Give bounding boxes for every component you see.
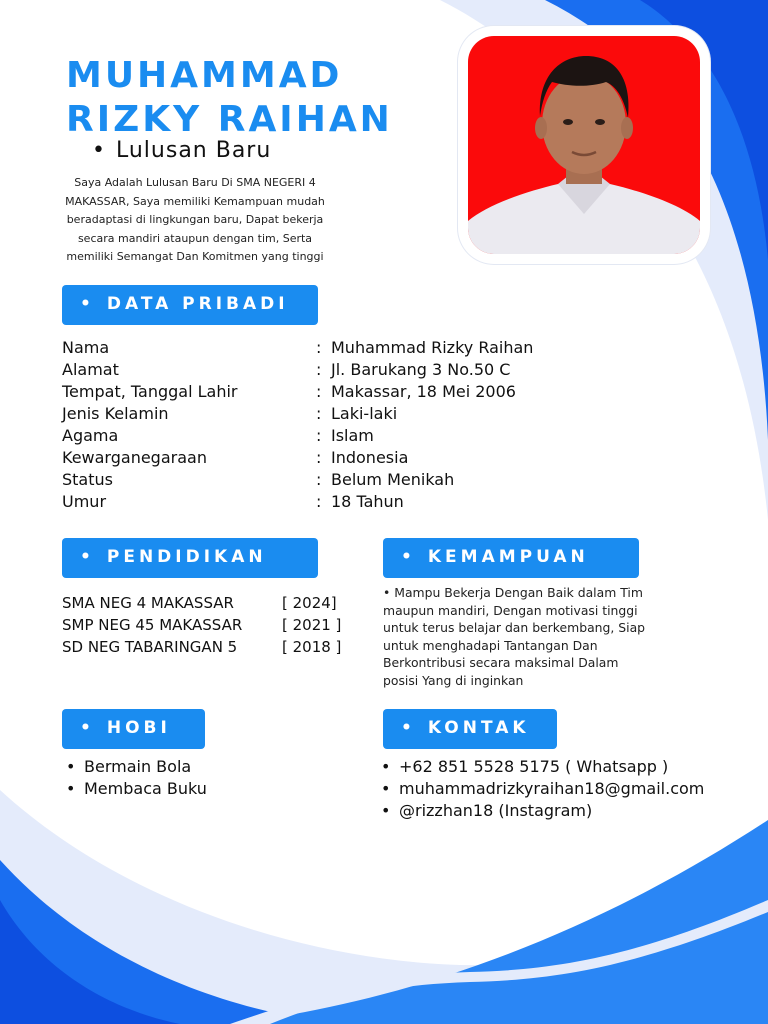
personal-label: Tempat, Tanggal Lahir	[62, 382, 238, 401]
name-line-1: MUHAMMAD	[66, 55, 343, 96]
personal-row	[62, 469, 662, 491]
section-header-kontak: • KONTAK	[383, 709, 557, 749]
education-school: SD NEG TABARINGAN 5	[62, 638, 238, 656]
personal-value: Jl. Barukang 3 No.50 C	[331, 360, 511, 379]
personal-value: 18 Tahun	[331, 492, 404, 511]
personal-row	[62, 381, 662, 403]
profile-photo-frame	[458, 26, 710, 264]
personal-label: Status	[62, 470, 113, 489]
personal-row	[62, 337, 662, 359]
intro-line: beradaptasi di lingkungan baru, Dapat bekerja	[66, 213, 324, 226]
hobby-list	[62, 756, 207, 800]
contact-phone: • +62 851 5528 5175 ( Whatsapp )	[377, 756, 704, 778]
education-year: [ 2018 ]	[282, 638, 342, 656]
education-year: [ 2021 ]	[282, 616, 342, 634]
intro-line: Saya Adalah Lulusan Baru Di SMA NEGERI 4	[74, 176, 316, 189]
personal-value: Belum Menikah	[331, 470, 455, 489]
contact-email: • muhammadrizkyraihan18@gmail.com	[377, 778, 704, 800]
contact-list	[377, 756, 704, 822]
skills-line: • Mampu Bekerja Dengan Baik dalam Tim	[383, 585, 643, 600]
education-school: SMA NEG 4 MAKASSAR	[62, 594, 234, 612]
education-year: [ 2024]	[282, 594, 337, 612]
colon: :	[316, 492, 322, 511]
skills-line: untuk menghadapi Tantangan Dan	[383, 637, 598, 653]
personal-value: Makassar, 18 Mei 2006	[331, 382, 516, 401]
profile-photo	[468, 36, 700, 254]
personal-label: Umur	[62, 492, 107, 511]
education-school: SMP NEG 45 MAKASSAR	[62, 616, 243, 634]
hobby-item: • Membaca Buku	[62, 778, 207, 800]
name-line-2: RIZKY RAIHAN	[66, 99, 393, 140]
section-header-kemampuan: • KEMAMPUAN	[383, 538, 639, 578]
personal-label: Agama	[62, 426, 119, 445]
personal-value: Muhammad Rizky Raihan	[331, 338, 534, 357]
hobby-item: • Bermain Bola	[62, 756, 207, 778]
job-status: • Lulusan Baru	[92, 138, 271, 163]
skills-line: untuk terus belajar dan berkembang, Siap	[383, 620, 646, 636]
person-portrait-icon	[468, 36, 700, 254]
skills-line: maupun mandiri, Dengan motivasi tinggi	[383, 602, 638, 618]
personal-label: Jenis Kelamin	[62, 404, 169, 423]
personal-value: Laki-laki	[331, 404, 398, 423]
personal-row	[62, 447, 662, 469]
intro-line: memiliki Semangat Dan Komitmen yang tinggi	[66, 250, 324, 263]
page-title	[66, 54, 393, 142]
skills-line: posisi Yang di inginkan	[383, 672, 524, 688]
contact-instagram: • @rizzhan18 (Instagram)	[377, 800, 704, 822]
personal-value: Indonesia	[331, 448, 409, 467]
personal-label: Nama	[62, 338, 110, 357]
colon: :	[316, 404, 322, 423]
section-header-hobi: • HOBI	[62, 709, 205, 749]
colon: :	[316, 360, 322, 379]
colon: :	[316, 382, 322, 401]
personal-row	[62, 491, 662, 513]
skills-paragraph	[383, 584, 683, 690]
section-header-data-pribadi: • DATA PRIBADI	[62, 285, 318, 325]
personal-row	[62, 403, 662, 425]
skills-line: Berkontribusi secara maksimal Dalam	[383, 655, 619, 671]
intro-line: MAKASSAR, Saya memiliki Kemampuan mudah	[65, 194, 325, 208]
personal-label: Alamat	[62, 360, 119, 379]
intro-line: secara mandiri ataupun dengan tim, Serta	[77, 231, 313, 245]
personal-label: Kewarganegaraan	[62, 448, 207, 467]
colon: :	[316, 426, 322, 445]
personal-row	[62, 425, 662, 447]
colon: :	[316, 470, 322, 489]
colon: :	[316, 338, 322, 357]
personal-row	[62, 359, 662, 381]
section-header-pendidikan: • PENDIDIKAN	[62, 538, 318, 578]
personal-value: Islam	[331, 426, 374, 445]
intro-paragraph	[26, 174, 364, 267]
colon: :	[316, 448, 322, 467]
